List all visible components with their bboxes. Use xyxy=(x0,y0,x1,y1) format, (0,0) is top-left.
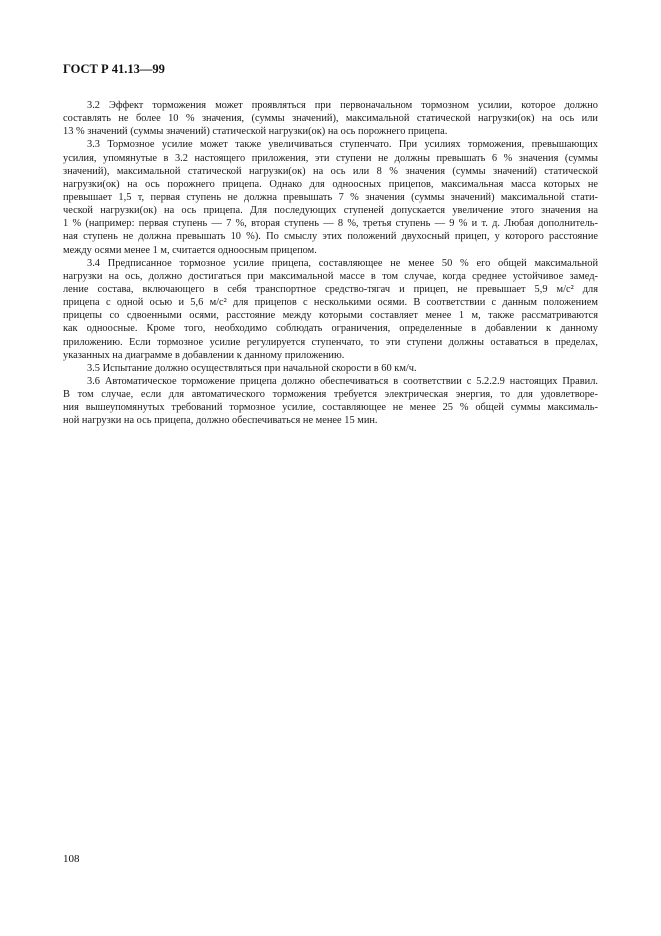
paragraph-3-4 xyxy=(63,257,598,362)
paragraph-3-6 xyxy=(63,375,598,428)
text-line: указанных на диаграмме в добавлении к данному приложению. xyxy=(63,349,345,361)
document-body xyxy=(63,99,598,428)
text-line: приложению. Если тормозное усилие регулируется ступенчато, то эти ступени должны оставаться в пределах, xyxy=(63,336,598,348)
text-line: В том случае, если для автоматического торможения требуется электрическая энергия, то для удовлетворе- xyxy=(63,389,598,401)
text-line: 3.4 Предписанное тормозное усилие прицепа, составляющее не менее 50 % его общей максимальной xyxy=(87,257,598,269)
text-line: ния вышеупомянутых требований тормозное усилие, составляющее не менее 25 % общей суммы максималь- xyxy=(63,402,598,414)
text-line: прицепы со сдвоенными осями, расстояние между которыми составляет менее 1 м, также рассматриваются xyxy=(63,310,598,322)
paragraph-3-3 xyxy=(63,138,598,256)
paragraph-3-5 xyxy=(63,362,598,375)
text-line: усилия, упомянутые в 3.2 настоящего приложения, эти ступени не должны превышать 6 % значения (суммы xyxy=(63,152,598,164)
text-line: нагрузки(ок) на ось порожнего прицепа. Однако для одноосных прицепов, максимальная масса которых не xyxy=(63,178,598,190)
text-line: как одноосные. Кроме того, необходимо соблюдать ограничения, определенные в добавлении к данному xyxy=(63,323,598,335)
text-line: 3.3 Тормозное усилие может также увеличиваться ступенчато. При усилиях торможения, превышающих xyxy=(87,139,598,151)
text-line: 1 % (например: первая ступень — 7 %, вторая ступень — 8 %, третья ступень — 9 % и т. д. Любая дополнитель- xyxy=(63,218,598,230)
text-line: 3.5 Испытание должно осуществляться при начальной скорости в 60 км/ч. xyxy=(87,362,417,374)
document-header: ГОСТ Р 41.13—99 xyxy=(63,62,165,76)
text-line: 13 % значений (суммы значений) статической нагрузки(ок) на ось порожнего прицепа. xyxy=(63,126,448,138)
text-line: превышает 1,5 т, первая ступень не должна превышать 7 % значения (суммы значений) максимальной стати- xyxy=(63,191,598,203)
text-line: 3.6 Автоматическое торможение прицепа должно обеспечиваться в соответствии с 5.2.2.9 настоящих Правил. xyxy=(87,375,598,387)
text-line: ная ступень не должна превышать 10 %). По смыслу этих положений двухосный прицеп, у которого расстояние xyxy=(63,231,598,243)
text-line: между осями менее 1 м, считается одноосным прицепом. xyxy=(63,244,317,256)
text-line: нагрузки на ось, должно достигаться при максимальной массе в том случае, когда среднее устойчивое замед- xyxy=(63,270,598,282)
text-line: прицепа с одной осью и 5,6 м/с² для прицепов с несколькими осями. В соответствии с данным положением xyxy=(63,297,598,309)
text-line: составлять не более 10 % значения, (суммы значений), максимальной статической нагрузки(ок) на ось или xyxy=(63,113,598,125)
text-line: 3.2 Эффект торможения может проявляться при первоначальном тормозном усилии, которое должно xyxy=(87,100,598,111)
text-line: значений), максимальной статической нагрузки(ок) на ось или 8 % значения (суммы значений) статической xyxy=(63,165,598,177)
text-line: ление состава, включающего в себя транспортное средство-тягач и прицеп, не превышает 5,9 м/с² для xyxy=(63,283,598,295)
text-line: ческой нагрузки(ок) на ось прицепа. Для последующих ступеней допускается увеличение этого значения на xyxy=(63,205,598,217)
paragraph-3-2 xyxy=(63,99,598,138)
text-line: ной нагрузки на ось прицепа, должно обеспечиваться не менее 15 мин. xyxy=(63,415,378,427)
page-number: 108 xyxy=(63,853,80,865)
